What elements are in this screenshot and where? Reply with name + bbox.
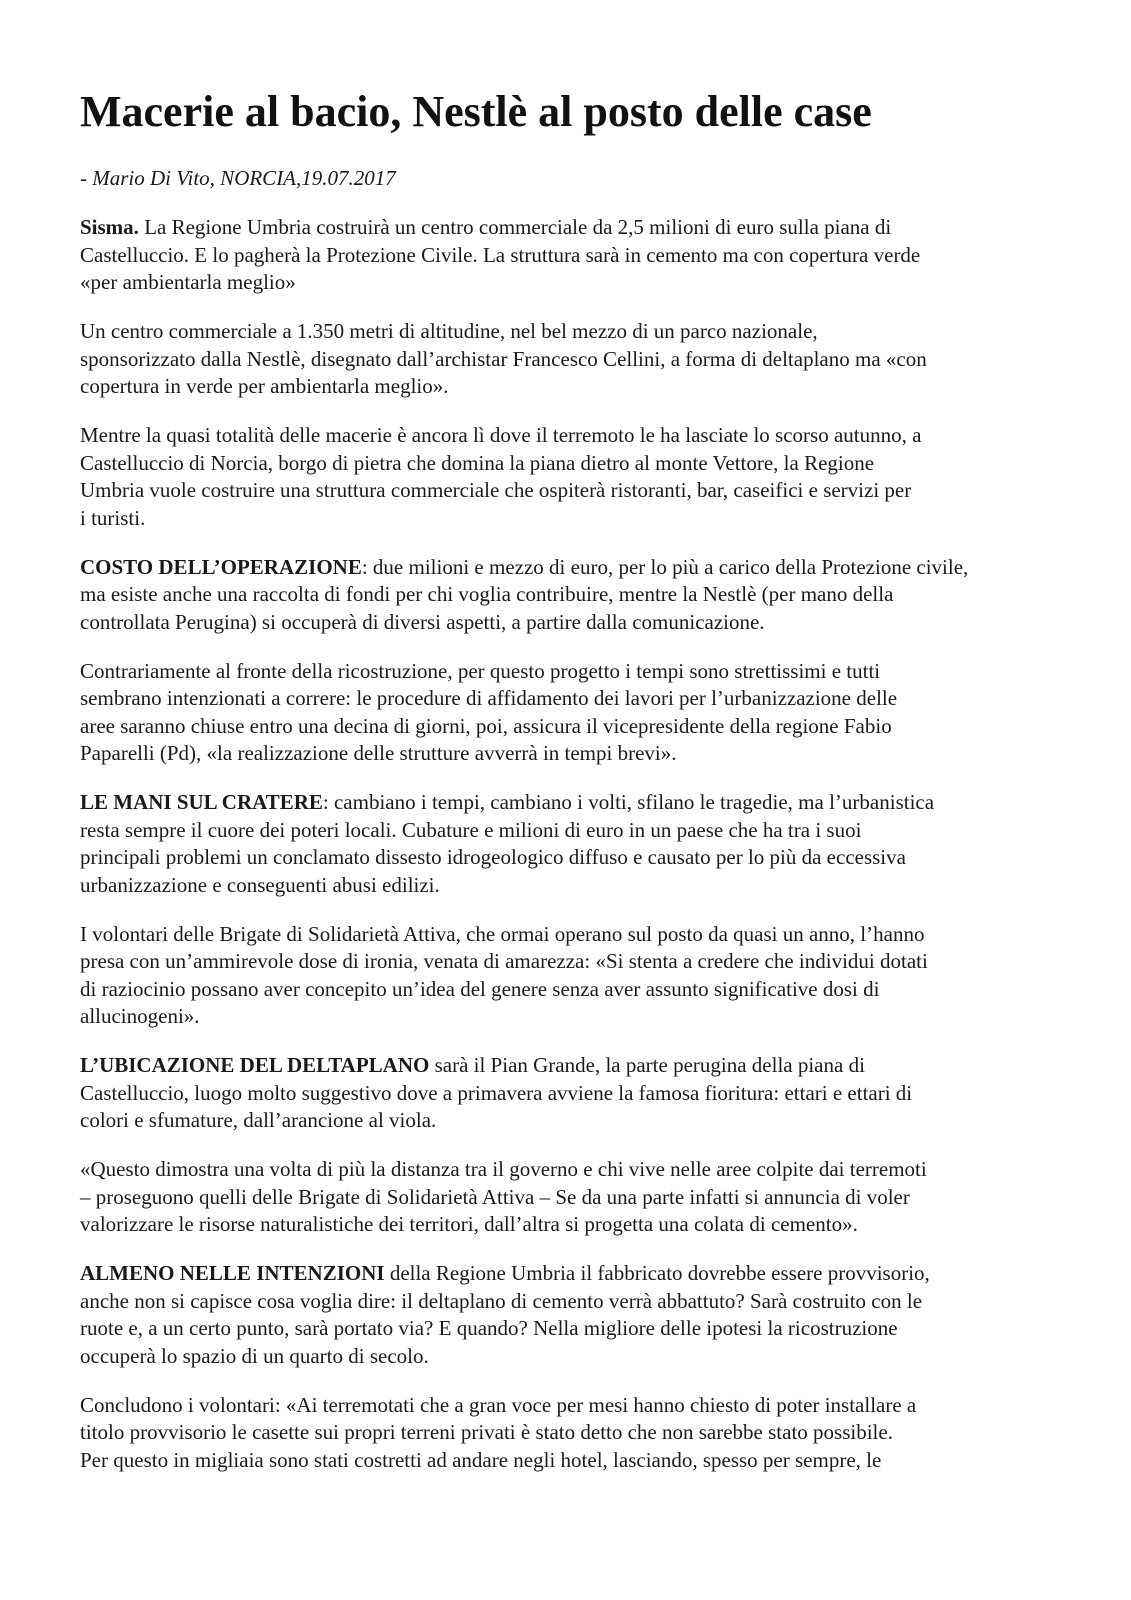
paragraph-line bbox=[80, 505, 1080, 533]
article-paragraph bbox=[80, 921, 1080, 1031]
paragraph-lead: ALMENO NELLE INTENZIONI bbox=[80, 1261, 385, 1285]
paragraph-line bbox=[80, 554, 1080, 582]
paragraph-lead: COSTO DELL’OPERAZIONE bbox=[80, 554, 362, 579]
paragraph-line bbox=[80, 1343, 1080, 1371]
line-text: I volontari delle Brigate di Solidarietà Attiva, che ormai operano sul posto da quasi un anno, l’hanno bbox=[80, 921, 925, 946]
paragraph-line bbox=[80, 658, 1080, 686]
paragraph-line bbox=[80, 1107, 1080, 1135]
paragraph-line bbox=[80, 1260, 1080, 1288]
paragraph-line bbox=[80, 318, 1080, 346]
line-text: della Regione Umbria il fabbricato dovrebbe essere provvisorio, bbox=[384, 1261, 930, 1285]
paragraph-lead: LE MANI SUL CRATERE bbox=[80, 790, 323, 814]
line-text: anche non si capisce cosa voglia dire: il deltaplano di cemento verrà abbattuto? Sarà costruito con le bbox=[80, 1288, 923, 1313]
paragraph-line bbox=[80, 1392, 1080, 1420]
paragraph-line bbox=[80, 269, 1080, 297]
line-text: sarà il Pian Grande, la parte perugina della piana di bbox=[429, 1053, 865, 1077]
paragraph-line bbox=[80, 477, 1080, 505]
article-paragraph bbox=[80, 318, 1080, 401]
paragraph-line bbox=[80, 1211, 1080, 1239]
line-text: «per ambientarla meglio» bbox=[80, 270, 296, 294]
line-text: resta sempre il cuore dei poteri locali. Cubature e milioni di euro in un paese che ha tra i suoi bbox=[80, 817, 862, 842]
paragraph-line bbox=[80, 844, 1080, 872]
paragraph-line bbox=[80, 609, 1080, 637]
line-text: Concludono i volontari: «Ai terremotati che a gran voce per mesi hanno chiesto di poter installare a bbox=[80, 1392, 917, 1417]
paragraph-line bbox=[80, 948, 1080, 976]
paragraph-line bbox=[80, 422, 1080, 450]
line-text: principali problemi un conclamato dissesto idrogeologico diffuso e causato per lo più da eccessiva bbox=[80, 845, 906, 869]
line-text: sponsorizzato dalla Nestlè, disegnato dall’archistar Francesco Cellini, a forma di deltaplano ma «con bbox=[80, 346, 927, 371]
article-paragraph bbox=[80, 1156, 1080, 1239]
paragraph-line bbox=[80, 242, 1080, 270]
paragraph-line bbox=[80, 713, 1080, 741]
paragraph-line bbox=[80, 740, 1080, 768]
article-paragraph bbox=[80, 1392, 1080, 1475]
line-text: Mentre la quasi totalità delle macerie è ancora lì dove il terremoto le ha lasciate lo scorso autunno, a bbox=[80, 423, 922, 447]
line-text: allucinogeni». bbox=[80, 1004, 200, 1028]
line-text: «Questo dimostra una volta di più la distanza tra il governo e chi vive nelle aree colpite dai terremoti bbox=[80, 1157, 927, 1181]
line-text: copertura in verde per ambientarla meglio». bbox=[80, 374, 449, 398]
line-text: i turisti. bbox=[80, 505, 146, 530]
paragraph-line bbox=[80, 1052, 1080, 1080]
article-paragraph bbox=[80, 554, 1080, 637]
line-text: : cambiano i tempi, cambiano i volti, sfilano le tragedie, ma l’urbanistica bbox=[322, 790, 935, 814]
paragraph-line bbox=[80, 976, 1080, 1004]
article-paragraph bbox=[80, 214, 1080, 297]
paragraph-line bbox=[80, 1288, 1080, 1316]
line-text: Contrariamente al fronte della ricostruzione, per questo progetto i tempi sono strettissimi e tutti bbox=[80, 658, 881, 683]
article-byline: - Mario Di Vito, NORCIA,19.07.2017 bbox=[80, 166, 396, 190]
paragraph-line bbox=[80, 1003, 1080, 1031]
paragraph-lead: L’UBICAZIONE DEL DELTAPLANO bbox=[80, 1053, 430, 1077]
article-paragraph bbox=[80, 1052, 1080, 1135]
line-text: La Regione Umbria costruirà un centro commerciale da 2,5 milioni di euro sulla piana di bbox=[138, 215, 892, 239]
line-text: : due milioni e mezzo di euro, per lo più a carico della Protezione civile, bbox=[361, 554, 969, 579]
line-text: – proseguono quelli delle Brigate di Solidarietà Attiva – Se da una parte infatti si annuncia di voler bbox=[80, 1184, 910, 1209]
line-text: occuperà lo spazio di un quarto di secolo. bbox=[80, 1343, 429, 1368]
line-text: ruote e, a un certo punto, sarà portato via? E quando? Nella migliore delle ipotesi la ricostruzione bbox=[80, 1316, 898, 1340]
line-text: ma esiste anche una raccolta di fondi per chi voglia contribuire, mentre la Nestlè (per mano della bbox=[80, 582, 894, 606]
line-text: Paparelli (Pd), «la realizzazione delle strutture avverrà in tempi brevi». bbox=[80, 741, 677, 765]
article-paragraph bbox=[80, 789, 1080, 899]
line-text: Castelluccio, luogo molto suggestivo dove a primavera avviene la famosa fioritura: ettari e ettari di bbox=[80, 1080, 913, 1105]
paragraph-line bbox=[80, 346, 1080, 374]
line-text: valorizzare le risorse naturalistiche dei territori, dall’altra si progetta una colata di cemento». bbox=[80, 1212, 858, 1236]
line-text: titolo provvisorio le casette sui propri terreni privati è stato detto che non sarebbe stato possibile. bbox=[80, 1420, 893, 1444]
line-text: aree saranno chiuse entro una decina di giorni, poi, assicura il vicepresidente della regione Fabio bbox=[80, 713, 892, 738]
article-paragraph bbox=[80, 658, 1080, 768]
paragraph-line bbox=[80, 817, 1080, 845]
paragraph-line bbox=[80, 1184, 1080, 1212]
paragraph-line bbox=[80, 685, 1080, 713]
article-paragraph bbox=[80, 422, 1080, 532]
line-text: Castelluccio di Norcia, borgo di pietra che domina la piana dietro al monte Vettore, la Regione bbox=[80, 450, 875, 475]
line-text: Umbria vuole costruire una struttura commerciale che ospiterà ristoranti, bar, caseifici e servizi per bbox=[80, 478, 912, 502]
paragraph-line bbox=[80, 1156, 1080, 1184]
line-text: controllata Perugina) si occuperà di diversi aspetti, a partire dalla comunicazione. bbox=[80, 609, 765, 634]
article-title: Macerie al bacio, Nestlè al posto delle case bbox=[80, 87, 872, 136]
paragraph-line bbox=[80, 872, 1080, 900]
paragraph-line bbox=[80, 450, 1080, 478]
line-text: urbanizzazione e conseguenti abusi edilizi. bbox=[80, 872, 440, 897]
line-text: presa con un’ammirevole dose di ironia, venata di amarezza: «Si stenta a credere che individui dotati bbox=[80, 949, 928, 973]
line-text: Un centro commerciale a 1.350 metri di altitudine, nel bel mezzo di un parco nazionale, bbox=[80, 319, 818, 343]
line-text: colori e sfumature, dall’arancione al viola. bbox=[80, 1108, 437, 1132]
paragraph-line bbox=[80, 581, 1080, 609]
paragraph-line bbox=[80, 789, 1080, 817]
paragraph-lead: Sisma. bbox=[80, 215, 139, 239]
line-text: Castelluccio. E lo pagherà la Protezione Civile. La struttura sarà in cemento ma con copertura verde bbox=[80, 242, 921, 267]
paragraph-line bbox=[80, 1447, 1080, 1475]
paragraph-line bbox=[80, 214, 1080, 242]
paragraph-line bbox=[80, 1315, 1080, 1343]
line-text: sembrano intenzionati a correre: le procedure di affidamento dei lavori per l’urbanizzazione delle bbox=[80, 686, 898, 710]
line-text: di raziocinio possano aver concepito un’idea del genere senza aver assunto significative dosi di bbox=[80, 976, 880, 1001]
article-paragraph bbox=[80, 1260, 1080, 1370]
paragraph-line bbox=[80, 1080, 1080, 1108]
paragraph-line bbox=[80, 373, 1080, 401]
line-text: Per questo in migliaia sono stati costretti ad andare negli hotel, lasciando, spesso per sempre, le bbox=[80, 1447, 882, 1472]
paragraph-line bbox=[80, 1419, 1080, 1447]
article-body bbox=[80, 214, 1080, 1496]
paragraph-line bbox=[80, 921, 1080, 949]
